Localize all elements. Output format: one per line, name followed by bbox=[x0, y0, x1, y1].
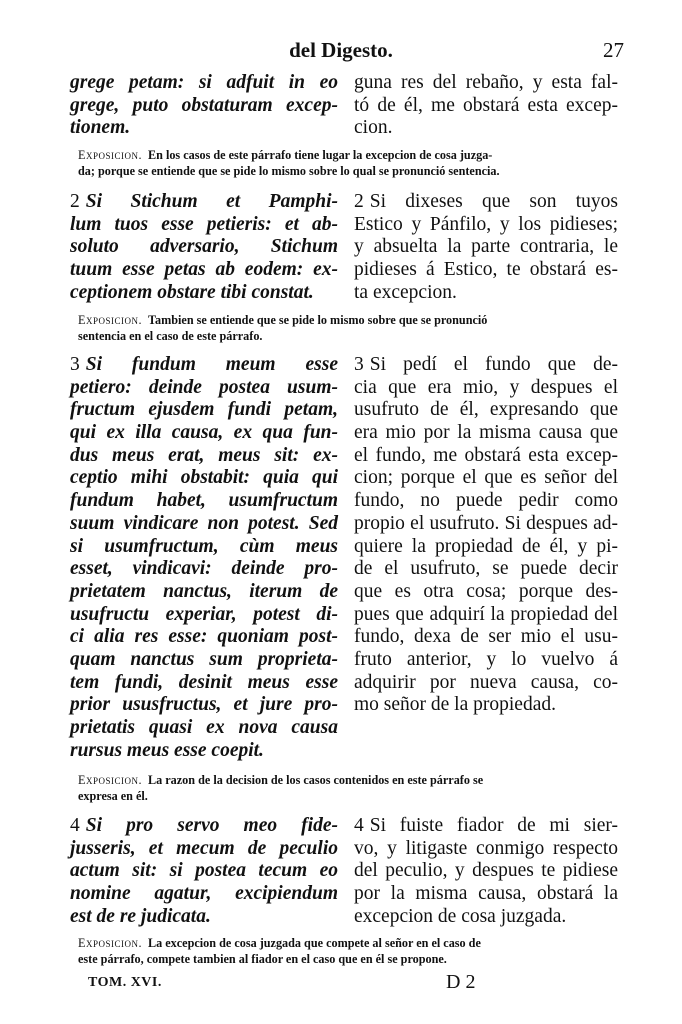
exposicion-line: este párrafo, compete tambien al fiador en el caso que en él se propone. bbox=[78, 951, 447, 966]
spanish-column bbox=[354, 191, 618, 304]
spanish-line: tó de él, me obstará esta excep- bbox=[354, 94, 618, 116]
spanish-line: del peculio, y despues te pidiese bbox=[354, 860, 618, 882]
paragraph-number: 3 bbox=[354, 354, 364, 375]
spanish-column bbox=[354, 815, 618, 928]
latin-line: esset, vindicavi: deinde pro- bbox=[70, 558, 338, 580]
spanish-line: fundo, dexa de ser mio el usu- bbox=[354, 626, 618, 648]
exposicion-line bbox=[78, 936, 618, 952]
exposicion-line bbox=[78, 773, 618, 789]
exposicion-text: En los casos de este párrafo tiene lugar la excepcion de cosa juzga- bbox=[148, 148, 493, 162]
spanish-line: pidieses á Estico, te obstará es- bbox=[354, 259, 618, 281]
latin-line: ceptio mihi obstabit: quia qui bbox=[70, 467, 338, 489]
latin-line: dus meus erat, meus sit: ex- bbox=[70, 444, 338, 466]
latin-line bbox=[70, 191, 338, 214]
paragraph-number: 2 bbox=[354, 191, 364, 212]
spanish-line: que es otra cosa; porque des- bbox=[354, 580, 618, 602]
latin-line: rursus meus esse coepit. bbox=[70, 739, 264, 761]
latin-column bbox=[70, 191, 338, 304]
latin-line: petiero: deinde postea usum- bbox=[70, 376, 338, 398]
spanish-line bbox=[354, 815, 618, 838]
latin-column bbox=[70, 815, 338, 928]
exposicion-label: Exposicion. bbox=[78, 936, 142, 950]
spanish-line: usufruto de él, expresando que bbox=[354, 399, 618, 421]
latin-column bbox=[70, 72, 338, 140]
paragraph-number: 4 bbox=[70, 815, 80, 836]
spanish-line: excepcion de cosa juzgada. bbox=[354, 905, 567, 927]
exposicion-note bbox=[78, 313, 618, 344]
latin-line: est de re judicata. bbox=[70, 905, 211, 927]
exposicion-label: Exposicion. bbox=[78, 313, 142, 327]
latin-line: prietatem nanctus, iterum de bbox=[70, 580, 338, 602]
exposicion-note bbox=[78, 773, 618, 804]
spanish-line: cion. bbox=[354, 117, 393, 139]
signature-mark: D 2 bbox=[446, 971, 476, 993]
latin-line: jusseris, et mecum de peculio bbox=[70, 837, 338, 859]
spanish-line bbox=[354, 354, 618, 377]
spanish-line: cia que era mio, y despues el bbox=[354, 376, 618, 398]
spanish-column bbox=[354, 354, 618, 717]
latin-text: Si Stichum et Pamphi- bbox=[85, 191, 338, 212]
exposicion-line: expresa en él. bbox=[78, 788, 148, 803]
spanish-line: adquirir por nueva causa, co- bbox=[354, 671, 618, 693]
latin-line: tuum esse petas ab eodem: ex- bbox=[70, 259, 338, 281]
latin-line: prietatis quasi ex nova causa bbox=[70, 717, 338, 738]
paragraph-number: 2 bbox=[70, 191, 80, 212]
latin-line bbox=[70, 354, 338, 377]
latin-line: suum vindicare non potest. Sed bbox=[70, 512, 338, 534]
latin-line: actum sit: si postea tecum eo bbox=[70, 860, 338, 882]
latin-text: Si fundum meum esse bbox=[85, 354, 338, 375]
latin-text: Si pro servo meo fide- bbox=[85, 815, 338, 836]
latin-line: ceptionem obstare tibi constat. bbox=[70, 281, 314, 303]
latin-line bbox=[70, 815, 338, 838]
latin-line: quam nanctus sum proprieta- bbox=[70, 648, 338, 670]
exposicion-text: La razon de la decision de los casos contenidos en este párrafo se bbox=[148, 773, 484, 787]
exposicion-line: sentencia en el caso de este párrafo. bbox=[78, 328, 263, 343]
exposicion-text: Tambien se entiende que se pide lo mismo sobre que se pronunció bbox=[148, 313, 488, 327]
spanish-text: Si pedí el fundo que de- bbox=[369, 354, 618, 375]
volume-label: TOM. XVI. bbox=[88, 975, 162, 990]
paragraph-block bbox=[70, 815, 618, 929]
latin-column bbox=[70, 354, 338, 762]
paragraph-block bbox=[70, 72, 618, 140]
exposicion-label: Exposicion. bbox=[78, 148, 142, 162]
latin-line: si usumfructum, cùm meus bbox=[70, 535, 338, 557]
latin-line: fructum ejusdem fundi petam, bbox=[70, 399, 338, 421]
latin-line: grege, puto obstaturam excep- bbox=[70, 94, 338, 116]
spanish-line: por la misma causa, obstará la bbox=[354, 883, 618, 905]
latin-line: grege petam: si adfuit in eo bbox=[70, 72, 338, 93]
latin-line: fundum habet, usumfructum bbox=[70, 490, 338, 512]
latin-line: tem fundi, desinit meus esse bbox=[70, 671, 338, 693]
running-title: del Digesto. bbox=[289, 38, 393, 62]
page-number: 27 bbox=[603, 38, 624, 62]
spanish-line: el fundo, me obstará esta excep- bbox=[354, 444, 618, 466]
page-header bbox=[0, 38, 682, 68]
paragraph-number: 3 bbox=[70, 354, 80, 375]
exposicion-line bbox=[78, 313, 618, 329]
latin-line: usufructu experiar, potest di- bbox=[70, 603, 338, 625]
latin-line: qui ex illa causa, ex qua fun- bbox=[70, 422, 338, 444]
latin-line: prior ususfructus, et jure pro- bbox=[70, 694, 338, 716]
exposicion-line bbox=[78, 148, 618, 164]
spanish-line: ta excepcion. bbox=[354, 281, 457, 303]
spanish-line: de el usufruto, se puede decir bbox=[354, 558, 618, 580]
spanish-line: Estico y Pánfilo, y los pidieses; bbox=[354, 213, 618, 235]
spanish-text: Si fuiste fiador de mi sier- bbox=[369, 815, 618, 836]
spanish-line: cion; porque el que es señor del bbox=[354, 467, 618, 489]
paragraph-block bbox=[70, 191, 618, 305]
paragraph-number: 4 bbox=[354, 815, 364, 836]
latin-line: ci alia res esse: quoniam post- bbox=[70, 626, 338, 648]
spanish-line bbox=[354, 191, 618, 214]
latin-line: tionem. bbox=[70, 117, 131, 139]
spanish-line: mo señor de la propiedad. bbox=[354, 694, 556, 716]
latin-line: soluto adversario, Stichum bbox=[70, 236, 338, 258]
spanish-line: era mio por la misma causa que bbox=[354, 422, 618, 444]
spanish-line: propio el usufruto. Si despues ad- bbox=[354, 512, 618, 534]
exposicion-line: da; porque se entiende que se pide lo mismo sobre lo qual se pronunció sentencia. bbox=[78, 163, 500, 178]
exposicion-text: La excepcion de cosa juzgada que compete al señor en el caso de bbox=[148, 936, 481, 950]
page-footer bbox=[88, 971, 488, 999]
spanish-text: Si dixeses que son tuyos bbox=[369, 191, 618, 212]
spanish-line: pues que adquirí la propiedad del bbox=[354, 603, 618, 625]
spanish-line: fruto anterior, y lo vuelvo á bbox=[354, 648, 618, 670]
latin-line: lum tuos esse petieris: et ab- bbox=[70, 213, 338, 235]
spanish-column bbox=[354, 72, 618, 140]
spanish-line: vo, y litigaste conmigo respecto bbox=[354, 837, 618, 859]
spanish-line: quiere la propiedad de él, y pi- bbox=[354, 535, 618, 557]
exposicion-label: Exposicion. bbox=[78, 773, 142, 787]
exposicion-note bbox=[78, 936, 618, 967]
paragraph-block bbox=[70, 354, 618, 763]
spanish-line: y absuelta la parte contraria, le bbox=[354, 236, 618, 258]
latin-line: nomine agatur, excipiendum bbox=[70, 883, 338, 905]
spanish-line: guna res del rebaño, y esta fal- bbox=[354, 72, 618, 93]
exposicion-note bbox=[78, 148, 618, 179]
spanish-line: fundo, no puede pedir como bbox=[354, 490, 618, 512]
